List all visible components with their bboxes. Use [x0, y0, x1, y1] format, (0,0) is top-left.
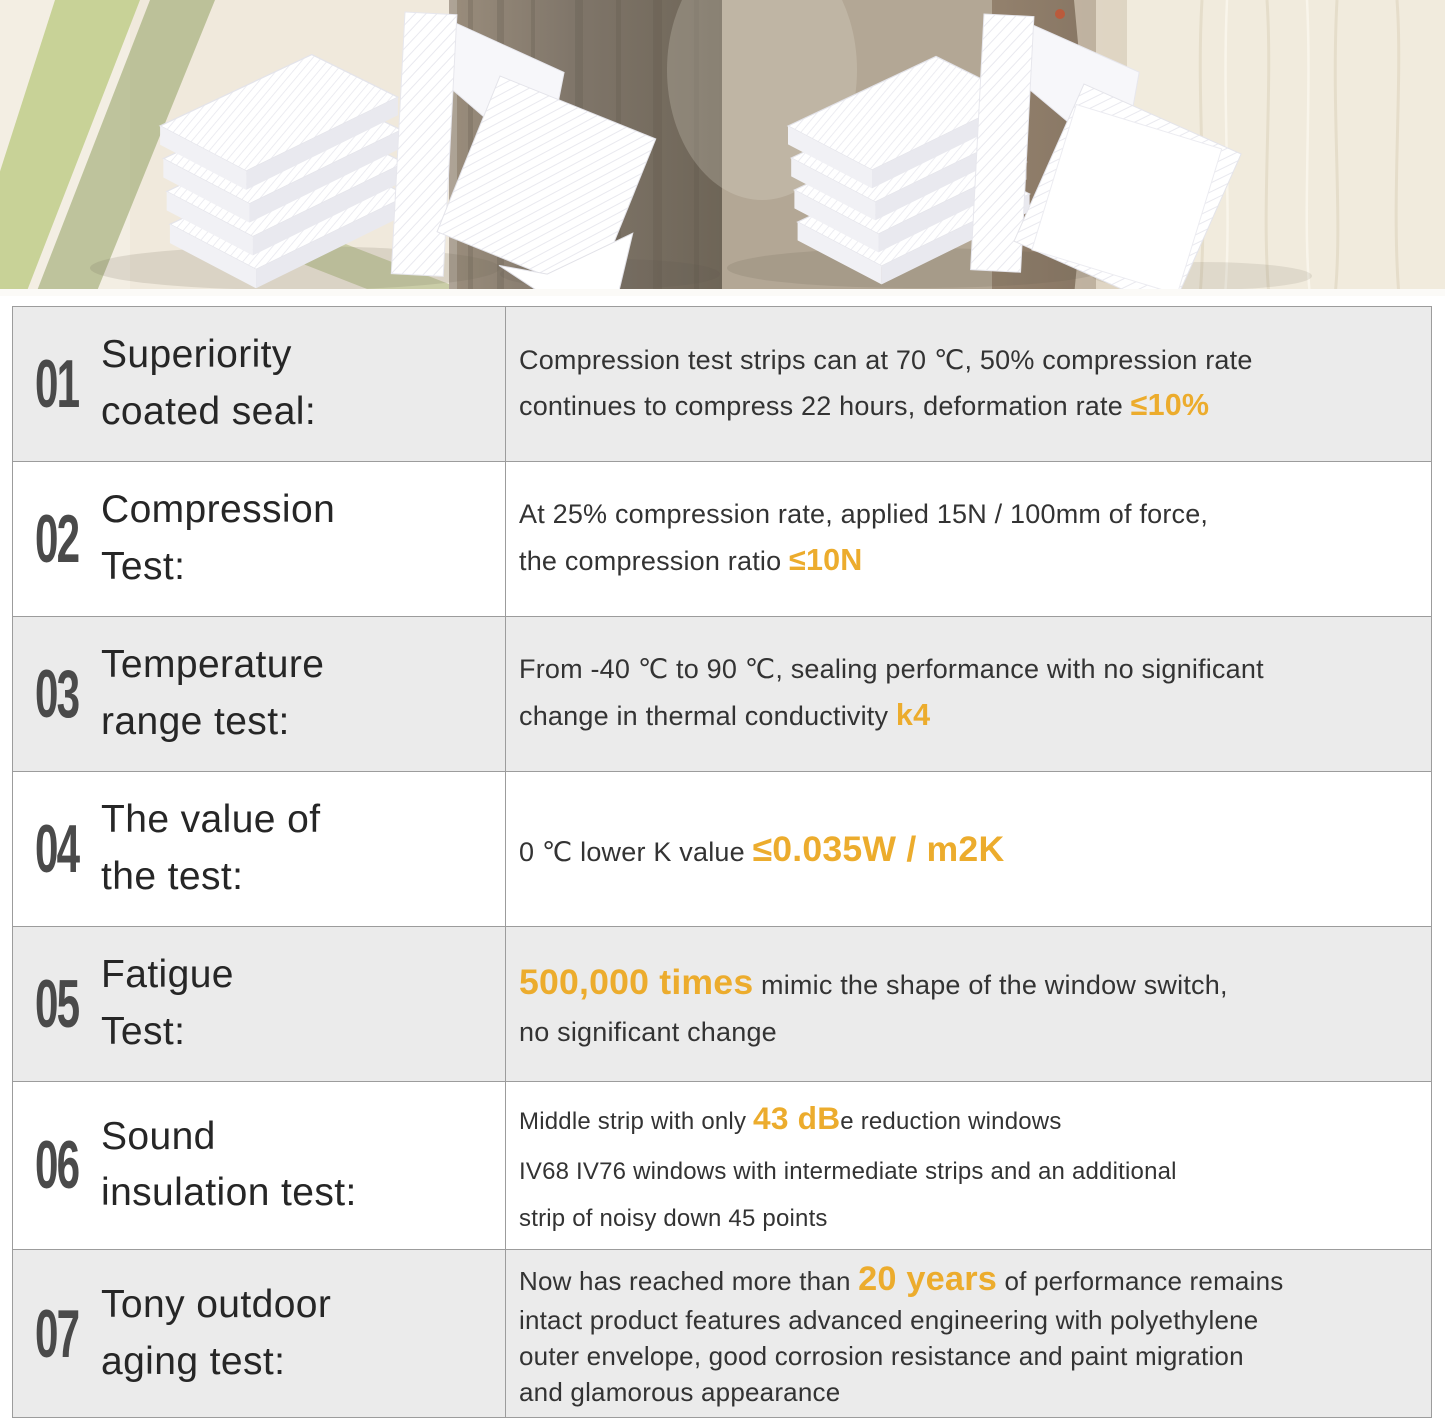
row-number: 05	[35, 965, 79, 1042]
row-desc	[519, 821, 1004, 877]
row-title: Sound insulation test:	[101, 1114, 357, 1215]
row-desc	[519, 339, 1253, 430]
row-title: Temperature range test:	[101, 643, 325, 743]
desc-text: 0 ℃ lower K value	[519, 836, 753, 867]
desc-text: e reduction windows IV68 IV76 windows with intermediate strips and an additional strip of noisy down 45 points	[519, 1107, 1177, 1233]
table-row	[13, 1081, 1431, 1249]
row-number: 01	[35, 345, 79, 422]
desc-text: Middle strip with only	[519, 1107, 754, 1135]
row-number: 04	[35, 810, 79, 887]
desc-text: of performance remains intact product features advanced engineering with polyethylene outer envelope, good corrosion resistance and paint migration and glamorous appearance	[519, 1266, 1284, 1408]
row-title-cell	[13, 617, 506, 771]
desc-highlight: 20 years	[858, 1260, 998, 1299]
row-title: Fatigue Test:	[101, 953, 234, 1053]
row-desc-cell	[506, 307, 1431, 461]
desc-highlight: ≤0.035W / m2K	[752, 828, 1005, 869]
row-title-cell	[13, 1250, 506, 1417]
desc-text: At 25% compression rate, applied 15N / 100mm of force, the compression ratio	[519, 499, 1209, 577]
desc-text: Compression test strips can at 70 ℃, 50% compression rate continues to compress 22 hours, deformation rate	[519, 344, 1253, 422]
row-desc	[519, 493, 1208, 584]
row-number: 06	[35, 1127, 79, 1204]
row-title-cell	[13, 462, 506, 616]
desc-text: mimic the shape of the window switch, no significant change	[519, 970, 1228, 1047]
row-number: 07	[35, 1295, 79, 1372]
row-title: Tony outdoor aging test:	[101, 1283, 332, 1383]
table-row	[13, 771, 1431, 926]
row-desc	[519, 1088, 1177, 1243]
row-desc-cell	[506, 772, 1431, 926]
row-desc-cell	[506, 927, 1431, 1081]
product-photo	[0, 0, 1445, 296]
table-row	[13, 926, 1431, 1081]
desc-highlight: ≤10N	[789, 543, 863, 578]
row-desc-cell	[506, 1082, 1431, 1249]
desc-highlight: 43 dB	[753, 1099, 841, 1136]
row-desc	[519, 954, 1228, 1053]
desc-highlight: k4	[895, 698, 931, 733]
spec-table	[12, 306, 1432, 1418]
row-desc	[519, 1256, 1283, 1411]
desc-highlight: ≤10%	[1130, 388, 1210, 423]
row-desc-cell	[506, 462, 1431, 616]
table-row	[13, 616, 1431, 771]
row-desc	[519, 648, 1264, 739]
row-title-cell	[13, 1082, 506, 1249]
row-title-cell	[13, 927, 506, 1081]
row-number: 03	[35, 655, 79, 732]
desc-text: Now has reached more than	[519, 1266, 859, 1297]
table-row	[13, 461, 1431, 616]
row-title-cell	[13, 307, 506, 461]
row-desc-cell	[506, 1250, 1431, 1417]
table-row	[13, 307, 1431, 461]
row-title: Superiority coated seal:	[101, 333, 317, 433]
row-title: The value of the test:	[101, 798, 321, 898]
row-number: 02	[35, 500, 79, 577]
row-title-cell	[13, 772, 506, 926]
desc-text: From -40 ℃ to 90 ℃, sealing performance with no significant change in thermal conductivity	[519, 654, 1264, 732]
desc-highlight: 500,000 times	[519, 962, 754, 1003]
row-title: Compression Test:	[101, 488, 336, 588]
table-row	[13, 1249, 1431, 1417]
row-desc-cell	[506, 617, 1431, 771]
